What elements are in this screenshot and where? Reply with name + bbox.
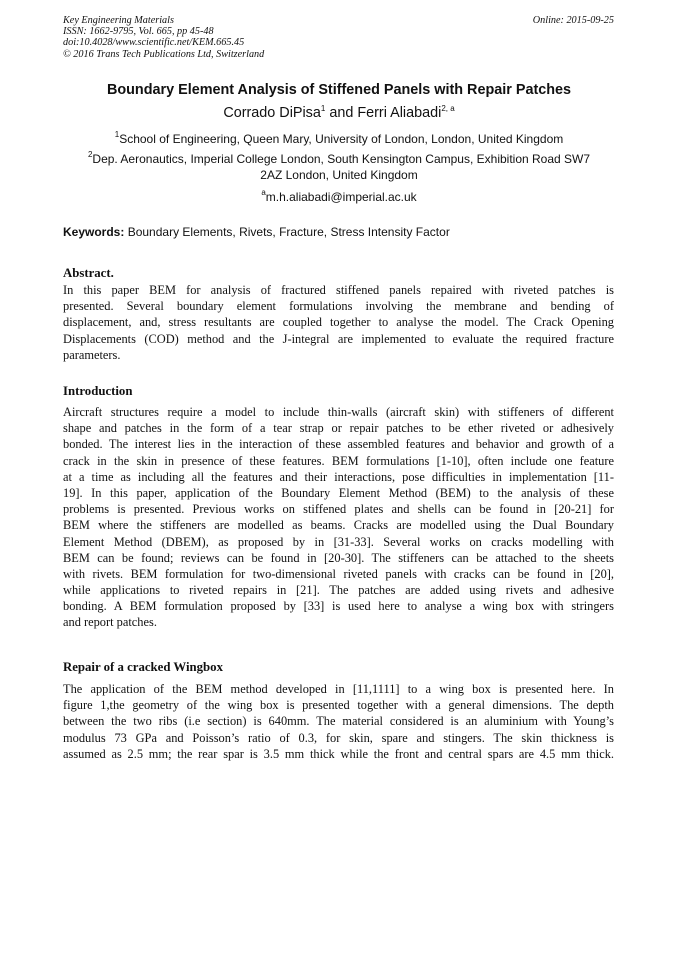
author-2: and Ferri Aliabadi [325,105,442,121]
author-email [0,190,678,205]
journal-issn: ISSN: 1662-9795, Vol. 665, pp 45-48 [63,26,214,38]
introduction-body [63,404,614,631]
intro-line: with rivets. BEM formulation for two-dimensional riveted panels with cracks can be found in [20], [63,566,614,581]
intro-line: bonded. The interest lies in the interaction of these assembled features and behavior and growth of a [63,437,614,452]
intro-line: at a time as including all the features and their interactions, pose difficulties in implementation [11- [63,469,614,484]
affiliation-2-line-2: 2AZ London, United Kingdom [260,168,418,182]
intro-line: BEM where the stiffeners are modelled as beams. Cracks are modelled using the Dual Boundary [63,518,614,533]
repair-line: The application of the BEM method developed in [11,1111] to a wing box is presented here. In [63,682,614,696]
intro-line: while applications to riveted repairs in [21]. The patches are added using rivets and adhesive [63,583,614,598]
intro-line: crack in the skin in presence of these features. BEM formulations [1-10], often include one feature [63,453,614,468]
author-line [0,104,678,122]
abstract-line: displacement, and, stress resultants are coupled together to analyse the model. The Crack Opening [63,315,614,330]
keywords-text: Boundary Elements, Rivets, Fracture, Stress Intensity Factor [124,225,450,239]
intro-line: 19]. In this paper, application of the Boundary Element Method (BEM) to the analysis of these [63,485,614,500]
intro-line: bonding. A BEM formulation proposed by [33] is used here to analyse a wing box with stringers [63,599,614,614]
repair-heading: Repair of a cracked Wingbox [63,660,223,674]
journal-header [63,15,264,60]
abstract-line: Displacements (COD) method and the J-integral are implemented to evaluate the required fracture [63,331,614,346]
affiliation-2-line-1: Dep. Aeronautics, Imperial College London, South Kensington Campus, Exhibition Road SW7 [92,152,591,166]
keywords-label: Keywords: [63,225,125,239]
online-date [533,15,614,26]
intro-line: Element Method (DBEM), as proposed by in [31-33]. Several works on cracks modelling with [63,534,614,549]
intro-line: BEM can be found; reviews can be found in [20-30]. The stiffeners can be attached to the sheets [63,550,614,565]
abstract-heading: Abstract. [63,266,114,280]
intro-line: and report patches. [63,615,157,630]
email-sup: a [261,188,266,197]
repair-line: figure 1,the geometry of the wing box is presented together with a general dimensions. The depth [63,698,614,713]
author-1-sup: 1 [320,104,326,113]
author-2-sup: 2, a [441,104,455,113]
repair-line: between the two ribs (i.e section) is 640mm. The material considered is an aluminium with Young’s [63,714,614,729]
abstract-line: parameters. [63,347,121,362]
repair-line: assumed as 2.5 mm; the rear spar is 3.5 mm thick while the front and central spars are 4.5 mm thick. [63,746,614,761]
paper-title: Boundary Element Analysis of Stiffened Panels with Repair Patches [106,82,572,98]
author-1: Corrado DiPisa [223,105,321,121]
abstract-body [63,282,614,363]
introduction-heading: Introduction [63,384,133,398]
journal-name: Key Engineering Materials [63,15,174,26]
journal-copyright: © 2016 Trans Tech Publications Ltd, Switzerland [63,48,265,60]
abstract-line: In this paper BEM for analysis of fractured stiffened panels repaired with riveted patches is [63,283,614,297]
affiliation-2-sup: 2 [87,150,93,159]
affiliation-1-sup: 1 [114,130,120,139]
keywords [63,225,450,240]
online-date-text: Online: 2015-09-25 [532,15,614,26]
intro-line: shape and patches in the form of a tear strap or repair patches to be ether riveted or adhesively [63,421,614,436]
affiliation-1 [0,132,678,147]
affiliation-2 [0,152,678,167]
email-text: m.h.aliabadi@imperial.ac.uk [265,190,417,204]
abstract-line: presented. Several boundary element formulations involving the membrane and bending of [63,299,614,314]
journal-doi: doi:10.4028/www.scientific.net/KEM.665.45 [63,37,245,49]
intro-line: problems is presented. Previous works on stiffened plates and shells can be found in [20-21] for [63,502,614,517]
repair-line: modulus 73 GPa and Poisson’s ratio of 0.3, for skin, spare and stingers. The skin thickness is [63,730,614,745]
affiliation-1-text: School of Engineering, Queen Mary, University of London, London, United Kingdom [119,132,564,146]
repair-body [63,681,614,762]
intro-line: Aircraft structures require a model to include thin-walls (aircraft skin) with stiffeners of different [63,405,614,419]
